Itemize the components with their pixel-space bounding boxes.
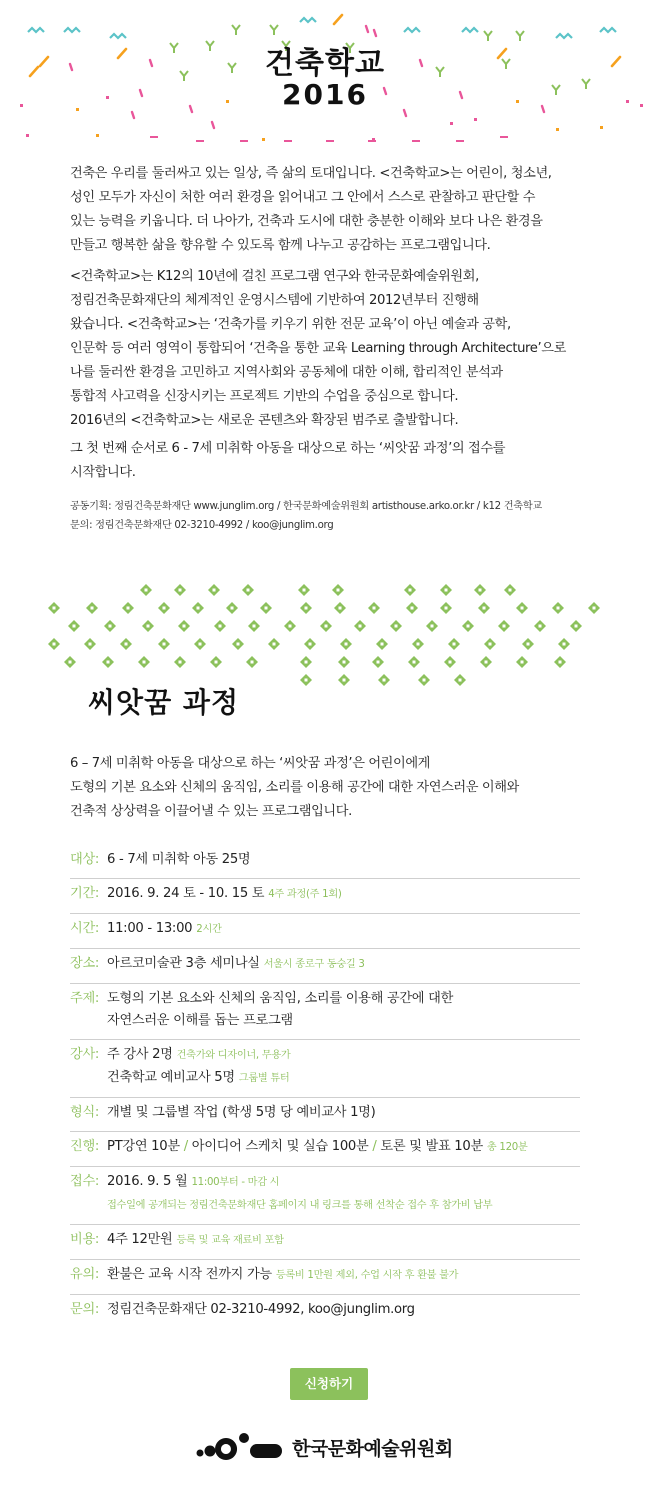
credits-contact: 문의: 정림건축문화재단 02-3210-4992 / koo@junglim.org <box>70 520 334 531</box>
info-row-caution <box>70 1260 580 1295</box>
confetti-dot <box>474 118 477 121</box>
info-value: 도형의 기본 요소와 신체의 움직임, 소리를 이용해 공간에 대한 <box>107 991 454 1006</box>
confetti-dot <box>26 134 29 137</box>
confetti-underline <box>500 136 508 138</box>
diamond-pattern-decoration <box>0 580 650 690</box>
confetti-chevron <box>516 31 524 36</box>
info-note: 접수일에 공개되는 정림건축문화재단 홈페이지 내 링크를 통해 선착순 접수 후 참가비 납부 <box>107 1200 493 1211</box>
info-value: 2016. 9. 24 토 - 10. 15 토 <box>107 886 265 901</box>
info-value[interactable]: 정림건축문화재단 02-3210-4992, koo@junglim.org <box>107 1302 415 1317</box>
confetti-mark <box>366 26 368 32</box>
intro-line: 나를 둘러싼 환경을 고민하고 지역사회와 공동체에 대한 이해, 합리적인 분석과 <box>70 365 503 380</box>
info-value: PT강연 10분 <box>107 1139 180 1154</box>
confetti-dot <box>450 122 453 125</box>
confetti-zigzag <box>404 28 420 32</box>
info-label: 접수: <box>70 1174 100 1189</box>
info-row-contact <box>70 1295 580 1328</box>
arko-logo-icon <box>196 1432 286 1462</box>
course-info-table <box>70 845 580 1328</box>
confetti-underline <box>150 136 158 138</box>
confetti-mark <box>374 30 376 36</box>
info-label: 비용: <box>70 1232 100 1247</box>
info-label: 강사: <box>70 1047 100 1062</box>
info-value: 아르코미술관 3층 세미나실 <box>107 956 260 971</box>
intro-paragraph-1 <box>70 162 590 258</box>
apply-button[interactable]: 신청하기 <box>290 1368 368 1400</box>
info-row-teacher <box>70 1040 580 1098</box>
intro-line: 있는 능력을 키웁니다. 더 나아가, 건축과 도시에 대한 충분한 이해와 보다 나은 환경을 <box>70 214 543 229</box>
info-row-place <box>70 949 580 984</box>
confetti-mark <box>212 122 214 128</box>
intro-line: 그 첫 번째 순서로 6 - 7세 미취학 아동을 대상으로 하는 ‘씨앗꿈 과정’의 접수를 <box>70 441 506 456</box>
info-label: 주제: <box>70 991 100 1006</box>
intro-paragraph-3 <box>70 437 590 485</box>
info-label: 대상: <box>70 852 100 867</box>
course-desc-line: 6 – 7세 미취학 아동을 대상으로 하는 ‘씨앗꿈 과정’은 어린이에게 <box>70 756 431 771</box>
info-separator: / <box>372 1139 377 1154</box>
info-row-target <box>70 845 580 879</box>
credits <box>70 497 610 535</box>
course-title: 씨앗꿈 과정 <box>88 686 239 719</box>
credits-line: 공동기획: 정림건축문화재단 www.junglim.org / 한국문화예술위원회 artisthouse.arko.or.kr / k12 건축학교 <box>70 501 542 512</box>
confetti-underline <box>326 140 334 142</box>
info-value: 아이디어 스케치 및 실습 100분 <box>191 1139 369 1154</box>
info-value: 토론 및 발표 10분 <box>380 1139 483 1154</box>
confetti-underline <box>412 140 420 142</box>
intro-paragraph-2 <box>70 265 590 433</box>
confetti-chevron <box>270 25 278 30</box>
info-label: 유의: <box>70 1267 100 1282</box>
confetti-chevron <box>232 25 240 30</box>
info-row-theme <box>70 984 580 1040</box>
course-desc-line: 건축적 상상력을 이끌어낼 수 있는 프로그램입니다. <box>70 804 352 819</box>
intro-line: 인문학 등 여러 영역이 통합되어 ‘건축을 통한 교육 Learning through Architecture’으로 <box>70 341 566 356</box>
info-note: 서울시 종로구 동숭길 3 <box>263 959 365 970</box>
confetti-underline <box>368 140 376 142</box>
intro-line: 정림건축문화재단의 체계적인 운영시스템에 기반하여 2012년부터 진행해 <box>70 293 479 308</box>
hero-header <box>0 0 650 150</box>
info-value: 주 강사 2명 <box>107 1047 173 1062</box>
footer-org-name: 한국문화예술위원회 <box>292 1438 453 1460</box>
info-row-period <box>70 879 580 914</box>
intro-line: 성인 모두가 자신이 처한 여러 환경을 읽어내고 그 안에서 스스로 관찰하고 판단할 수 <box>70 190 536 205</box>
info-value: 개별 및 그룹별 작업 (학생 5명 당 예비교사 1명) <box>107 1105 376 1120</box>
intro-line: 건축은 우리를 둘러싸고 있는 일상, 즉 삶의 토대입니다. <건축학교>는 어린이, 청소년, <box>70 166 552 181</box>
info-note: 등록비 1만원 제외, 수업 시작 후 환불 불가 <box>275 1270 459 1281</box>
info-row-apply <box>70 1167 580 1225</box>
confetti-dash <box>334 15 342 24</box>
info-label: 진행: <box>70 1139 100 1154</box>
course-desc-line: 도형의 기본 요소와 신체의 움직임, 소리를 이용해 공간에 대한 자연스러운 이해와 <box>70 780 519 795</box>
info-row-format <box>70 1098 580 1132</box>
confetti-underline <box>196 140 204 142</box>
info-note: 그룹별 튜터 <box>238 1073 290 1084</box>
confetti-dot <box>600 126 603 129</box>
info-note: 11:00부터 - 마감 시 <box>191 1177 280 1188</box>
info-note: 2시간 <box>196 924 222 935</box>
confetti-zigzag <box>600 28 616 32</box>
confetti-underline <box>456 140 464 142</box>
confetti-chevron <box>484 31 492 36</box>
hero-year: 2016 <box>282 78 368 111</box>
confetti-dot <box>262 138 265 141</box>
confetti-zigzag <box>300 18 316 22</box>
confetti-zigzag <box>462 28 478 32</box>
intro-line: 시작합니다. <box>70 465 136 480</box>
intro-line: 만들고 행복한 삶을 향유할 수 있도록 함께 나누고 공감하는 프로그램입니다. <box>70 238 491 253</box>
confetti-dot <box>556 128 559 131</box>
info-value: 환불은 교육 시작 전까지 가능 <box>107 1267 272 1282</box>
info-value: 건축학교 예비교사 5명 <box>107 1070 235 1085</box>
info-value: 자연스러운 이해를 돕는 프로그램 <box>107 1013 293 1028</box>
confetti-zigzag <box>28 28 44 32</box>
info-label: 기간: <box>70 886 100 901</box>
intro-line: 통합적 사고력을 신장시키는 프로젝트 기반의 수업을 중심으로 합니다. <box>70 389 459 404</box>
intro-line: 왔습니다. <건축학교>는 ‘건축가를 키우기 위한 전문 교육’이 아닌 예술과 공학, <box>70 317 511 332</box>
info-label: 문의: <box>70 1302 100 1317</box>
intro-line: 2016년의 <건축학교>는 새로운 콘텐츠와 확장된 범주로 출발합니다. <box>70 413 459 428</box>
info-row-fee <box>70 1225 580 1260</box>
confetti-mark <box>132 112 134 118</box>
confetti-underline <box>284 140 292 142</box>
info-separator: / <box>183 1139 188 1154</box>
footer-logo[interactable] <box>196 1428 466 1468</box>
confetti-dot <box>96 134 99 137</box>
info-note: 총 120분 <box>486 1142 528 1153</box>
info-row-time <box>70 914 580 949</box>
info-value: 2016. 9. 5 월 <box>107 1174 188 1189</box>
confetti-underline <box>240 140 248 142</box>
info-note: 등록 및 교육 재료비 포함 <box>176 1235 284 1246</box>
info-value: 6 - 7세 미취학 아동 25명 <box>107 852 251 867</box>
info-note: 4주 과정(주 1회) <box>268 889 342 900</box>
course-description <box>70 752 590 824</box>
info-label: 시간: <box>70 921 100 936</box>
hero-title: 건축학교 <box>265 46 385 81</box>
intro-line: <건축학교>는 K12의 10년에 걸친 프로그램 연구와 한국문화예술위원회, <box>70 269 479 284</box>
info-label: 형식: <box>70 1105 100 1120</box>
info-value: 11:00 - 13:00 <box>107 921 193 936</box>
info-note: 건축가와 디자이너, 무용가 <box>176 1050 291 1061</box>
info-row-progress <box>70 1132 580 1167</box>
confetti-zigzag <box>64 28 80 32</box>
info-label: 장소: <box>70 956 100 971</box>
info-value: 4주 12만원 <box>107 1232 173 1247</box>
